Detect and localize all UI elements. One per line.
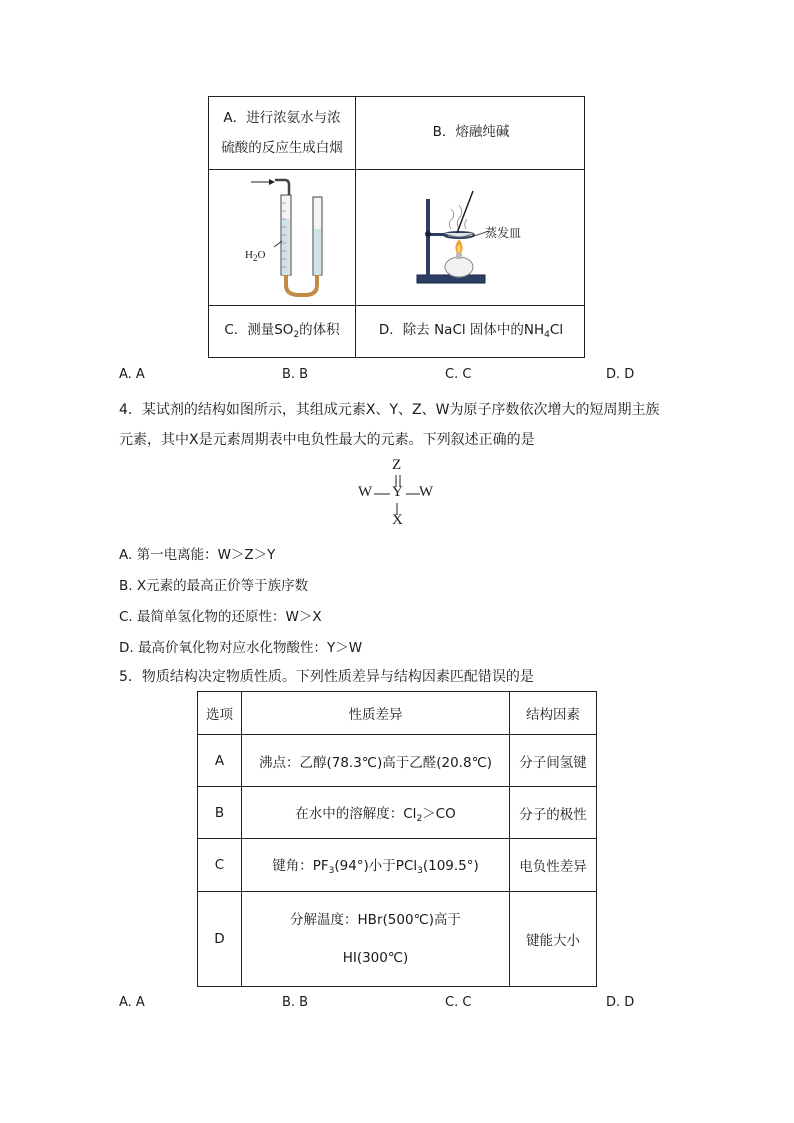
- q4-choice-a[interactable]: A. 第一电离能：W＞Z＞Y: [119, 547, 276, 563]
- water-label: $H_2O$: [245, 249, 266, 263]
- row-a-diff: 沸点：乙醇(78.3℃)高于乙醛(20.8℃): [258, 754, 492, 771]
- row-b-option: B: [214, 804, 225, 821]
- header-option: 选项: [206, 707, 233, 723]
- q3-option-c[interactable]: C. C: [445, 367, 472, 382]
- row-d-option: D: [214, 931, 225, 947]
- q5-option-b[interactable]: B. B: [282, 995, 309, 1010]
- q5-table: [197, 691, 597, 987]
- row-d-diff-line2: HI(300℃): [342, 950, 409, 966]
- row-c-factor: 电负性差异: [519, 859, 587, 875]
- q5-stem: 5．物质结构决定物质性质。下列性质差异与结构因素匹配错误的是: [119, 669, 534, 685]
- header-structure-factor: 结构因素: [526, 707, 580, 723]
- q3-cell-a-line1: A．进行浓氨水与浓: [223, 110, 341, 126]
- row-b-factor: 分子的极性: [519, 806, 587, 823]
- q3-table: [208, 96, 585, 358]
- q4-structure: [356, 457, 440, 529]
- atom-top: Z: [392, 457, 402, 473]
- atom-left: W: [358, 484, 373, 500]
- q3-option-b[interactable]: B. B: [282, 367, 309, 382]
- u-tube-apparatus-image: [229, 177, 349, 302]
- q4-choice-d[interactable]: D. 最高价氧化物对应水化物酸性：Y＞W: [119, 640, 363, 656]
- q4-stem-line2: 元素，其中X是元素周期表中电负性最大的元素。下列叙述正确的是: [119, 432, 535, 448]
- right-bond-line: [406, 493, 420, 495]
- q3-cell-c: C．测量$SO_2$的体积: [224, 322, 340, 340]
- q3-cell-b: B．熔融纯碱: [432, 124, 510, 140]
- q3-option-a[interactable]: A. A: [119, 367, 145, 382]
- atom-right: W: [419, 484, 434, 500]
- q5-option-d[interactable]: D. D: [606, 995, 635, 1010]
- row-d-diff: [242, 892, 509, 986]
- q3-cell-a-line2: 硫酸的反应生成白烟: [221, 140, 343, 156]
- q3-option-d[interactable]: D. D: [606, 367, 635, 382]
- q5-option-c[interactable]: C. C: [445, 995, 472, 1010]
- q4-choice-b[interactable]: B. X元素的最高正价等于族序数: [119, 578, 309, 594]
- left-bond-line: [374, 493, 390, 495]
- row-d-factor: 键能大小: [526, 933, 580, 949]
- row-c-diff: 键角：$PF_3(94^\circ)$小于PCl$_3$(109.5°): [272, 858, 479, 876]
- q3-cell-d: D．除去 NaCl 固体中的$NH_4Cl$: [378, 322, 564, 340]
- row-c-option: C: [214, 857, 225, 873]
- row-b-diff: 在水中的溶解度：$Cl_2>CO$: [295, 805, 456, 824]
- atom-bottom: X: [392, 512, 403, 528]
- q3-cell-a: [209, 103, 355, 163]
- row-a-factor: 分子间氢键: [519, 754, 587, 771]
- row-a-option: A: [214, 752, 225, 769]
- q4-choice-c[interactable]: C. 最简单氢化物的还原性：W＞X: [119, 609, 322, 625]
- row-d-diff-line1: 分解温度：HBr(500℃)高于: [290, 912, 461, 928]
- header-property-diff: 性质差异: [348, 707, 403, 723]
- q5-option-a[interactable]: A. A: [119, 995, 145, 1010]
- q4-stem-line1: 4．某试剂的结构如图所示，其组成元素X、Y、Z、W为原子序数依次增大的短周期主族: [119, 402, 660, 418]
- atom-center: Y: [392, 484, 403, 500]
- evap-dish-label: 蒸发皿: [485, 226, 522, 240]
